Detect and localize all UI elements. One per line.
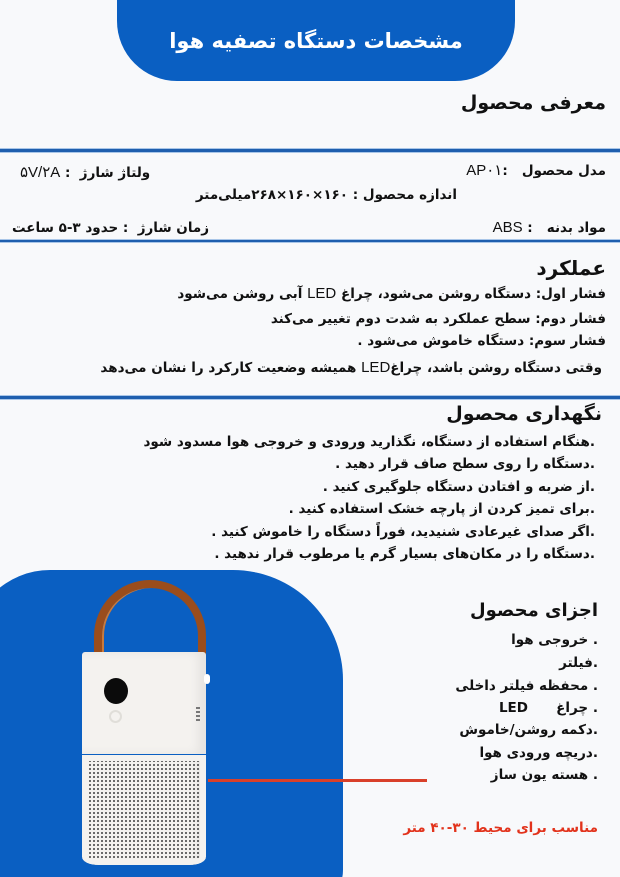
- maintenance-item: .هنگام استفاده از دستگاه، نگذارید ورودی و خروجی هوا مسدود شود: [143, 434, 595, 450]
- parts-item: .دریچه ورودی هوا: [479, 745, 598, 761]
- function-line: وقتی دستگاه روشن باشد، چراغLED همیشه وضعیت کارکرد را نشان می‌دهد: [100, 359, 602, 376]
- maintenance-item: .از ضربه و افتادن دستگاه جلوگیری کنید .: [322, 479, 595, 495]
- maintenance-item: .اگر صدای غیرعادی شنیدید، فوراً دستگاه را خاموش کنید .: [211, 524, 595, 540]
- maintenance-item: .دستگاه را در مکان‌های بسیار گرم یا مرطوب قرار ندهید .: [214, 546, 595, 562]
- maintenance-title: نگهداری محصول: [446, 403, 602, 425]
- header-banner: [117, 0, 515, 81]
- maintenance-item: .دستگاه را روی سطح صاف قرار دهید .: [335, 456, 595, 472]
- function-title: عملکرد: [536, 256, 606, 280]
- parts-item: . خروجی هوا: [511, 632, 598, 648]
- side-vent-icon: [196, 707, 200, 721]
- maintenance-item: .برای تمیز کردن از پارچه خشک استفاده کنید .: [288, 501, 595, 517]
- intro-title: معرفی محصول: [460, 92, 606, 114]
- divider: [0, 396, 620, 399]
- function-line: فشار سوم: دستگاه خاموش می‌شود .: [357, 333, 606, 349]
- air-intake-grille: [82, 755, 206, 865]
- spec-material: مواد بدنه : ABS: [492, 219, 606, 236]
- handle-knob: [204, 674, 210, 684]
- parts-item: .دکمه روشن/خاموش: [459, 722, 598, 738]
- function-line: فشار اول: دستگاه روشن می‌شود، چراغ LED آبی روشن می‌شود: [177, 285, 606, 302]
- spec-size: اندازه محصول : ۱۶۰×۱۶۰×۲۶۸میلی‌متر: [195, 187, 457, 203]
- purifier-top: [82, 652, 206, 754]
- power-button-icon: [109, 710, 122, 723]
- parts-item: . هسته یون ساز: [490, 767, 598, 783]
- air-purifier-image: [82, 580, 212, 870]
- pointer-line: [208, 779, 427, 782]
- coverage-note: مناسب برای محیط ۳۰-۴۰ متر: [403, 820, 598, 836]
- spec-charge-time: زمان شارژ : حدود ۳-۵ ساعت: [12, 220, 210, 236]
- parts-item: .فیلتر: [559, 655, 598, 671]
- parts-title: اجزای محصول: [469, 600, 598, 621]
- divider: [0, 240, 620, 242]
- spec-voltage: ولتاژ شارژ : ۵V/۲A: [20, 164, 151, 181]
- function-line: فشار دوم: سطح عملکرد به شدت دوم تغییر می‌کند: [270, 311, 606, 327]
- parts-item: . چراغ LED: [498, 700, 598, 716]
- display-icon: [104, 678, 128, 704]
- parts-item: . محفظه فیلتر داخلی: [455, 678, 598, 694]
- spec-model: مدل محصول :AP۰۱: [466, 162, 606, 179]
- page-title: مشخصات دستگاه تصفیه هوا: [169, 28, 463, 53]
- divider: [0, 149, 620, 152]
